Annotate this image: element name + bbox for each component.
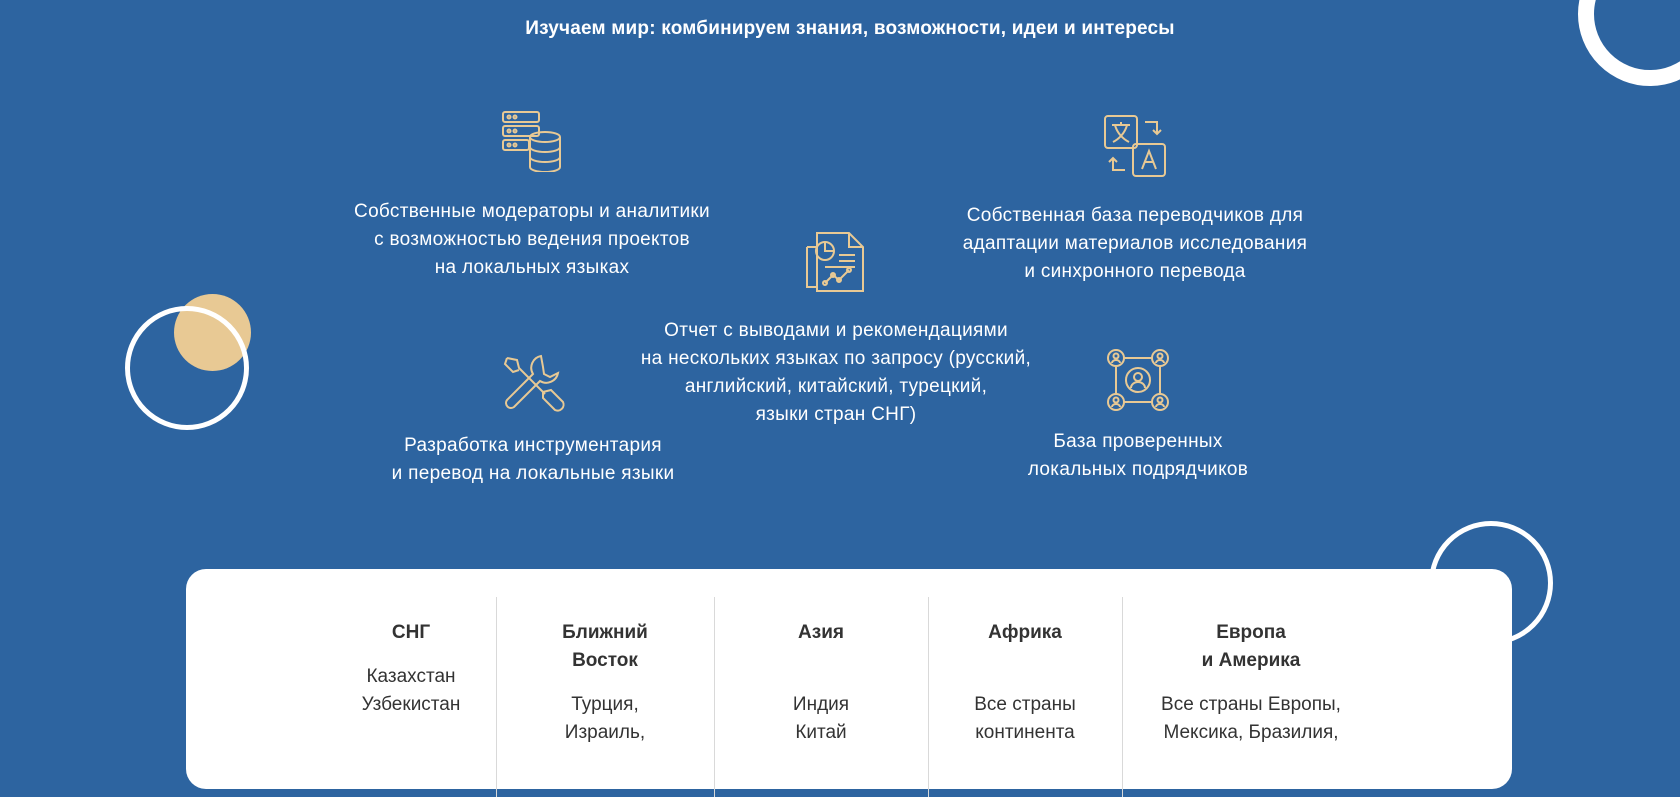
tools-icon [501, 352, 565, 416]
region-countries: Турция, Израиль, [564, 694, 646, 743]
regions-card [186, 569, 1512, 789]
region-title: Африка [988, 622, 1062, 643]
database-servers-icon [501, 110, 563, 172]
region-title: СНГ [391, 622, 431, 643]
region-countries: Все страны континента [974, 694, 1076, 743]
region-africa [928, 569, 1122, 789]
region-asia [714, 569, 928, 789]
feature-moderators-text: Собственные модераторы и аналитики с возможностью ведения проектов на локальных языках [354, 201, 710, 278]
region-europe-america [1122, 569, 1380, 789]
report-document-icon [805, 231, 867, 293]
region-countries: Казахстан Узбекистан [361, 666, 461, 715]
region-title: Европа и Америка [1201, 622, 1301, 671]
region-title: Ближний Восток [562, 622, 648, 671]
decor-ring-top-right [1578, 0, 1680, 86]
region-cis [186, 569, 496, 789]
decor-ring-left [125, 306, 249, 430]
feature-report-text: Отчет с выводами и рекомендациями на нескольких языках по запросу (русский, английский, китайский, турецкий, языки стран СНГ) [640, 320, 1032, 425]
network-people-icon [1106, 348, 1170, 412]
feature-tools-text: Разработка инструментария и перевод на локальные языки [391, 435, 675, 484]
region-title: Азия [798, 622, 844, 643]
feature-translators-text: Собственная база переводчиков для адаптации материалов исследования и синхронного перевода [962, 205, 1308, 282]
feature-contractors-text: База проверенных локальных подрядчиков [1027, 431, 1249, 480]
region-countries: Все страны Европы, Мексика, Бразилия, [1161, 694, 1341, 743]
translation-icon [1103, 114, 1167, 178]
feature-tools [360, 352, 706, 488]
feature-contractors [1000, 348, 1276, 484]
region-countries: Индия Китай [792, 694, 850, 743]
section-headline: Изучаем мир: комбинируем знания, возможности, идеи и интересы [525, 18, 1175, 39]
region-middle-east [496, 569, 714, 789]
